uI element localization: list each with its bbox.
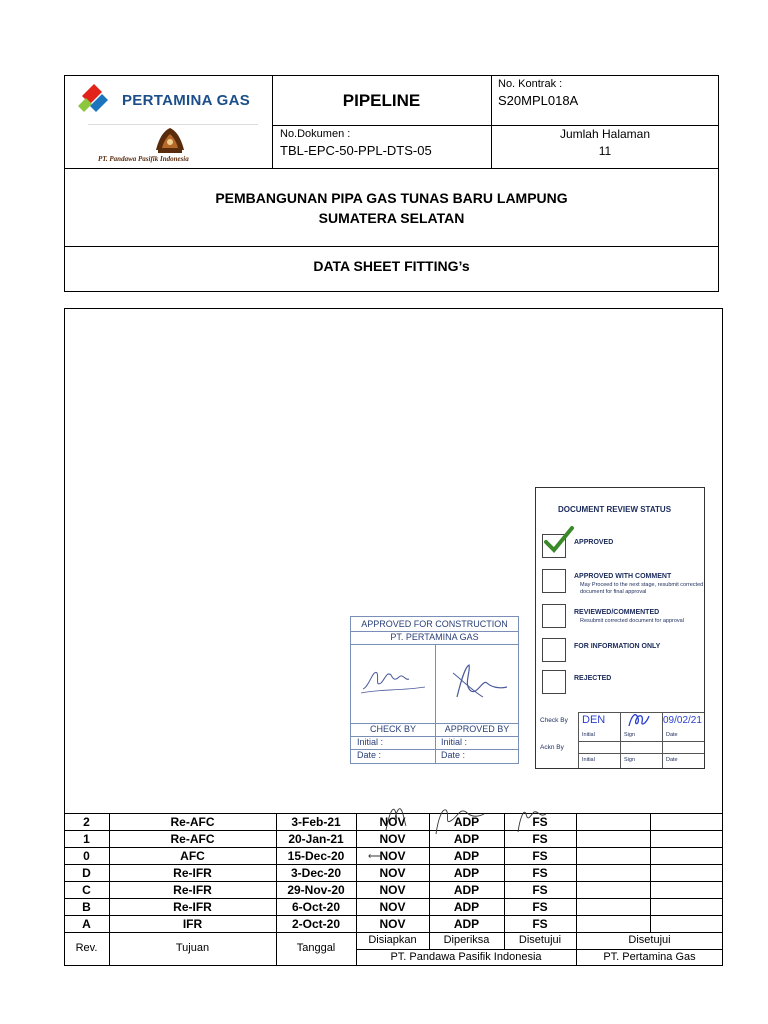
initial-label: Initial : bbox=[357, 737, 384, 747]
rev-purpose: Re-IFR bbox=[173, 900, 212, 914]
afc-stamp-company: PT. PERTAMINA GAS bbox=[390, 632, 479, 642]
table-row bbox=[64, 882, 723, 898]
date-label: Date : bbox=[441, 750, 466, 760]
header-divider bbox=[64, 246, 719, 247]
stamp-grid-line bbox=[620, 712, 621, 768]
col-header-prepared: Disiapkan bbox=[368, 934, 417, 946]
table-row bbox=[64, 865, 723, 881]
rev-checked: ADP bbox=[453, 849, 480, 863]
rev-code: D bbox=[82, 866, 91, 880]
document-title: DATA SHEET FITTING’s bbox=[313, 258, 470, 274]
company-name: PERTAMINA GAS bbox=[122, 92, 251, 109]
client-company: PT. Pertamina Gas bbox=[603, 951, 696, 963]
rev-date: 2-Oct-20 bbox=[291, 917, 341, 931]
review-checkbox bbox=[542, 604, 566, 628]
rev-approved: FS bbox=[532, 917, 548, 931]
review-stamp-title: DOCUMENT REVIEW STATUS bbox=[558, 505, 672, 514]
approved-by-signature bbox=[443, 661, 513, 701]
initial-label: Initial : bbox=[441, 737, 468, 747]
check-date: 09/02/21 bbox=[663, 715, 702, 726]
stamp-grid-line bbox=[578, 741, 704, 742]
approved-by-label: APPROVED BY bbox=[444, 724, 510, 734]
rev-prepared: NOV bbox=[379, 866, 406, 880]
rev-purpose: IFR bbox=[182, 917, 203, 931]
review-option-label: APPROVED bbox=[574, 539, 614, 546]
col-header-date: Tanggal bbox=[296, 942, 336, 954]
table-row bbox=[64, 899, 723, 915]
rev-approved: FS bbox=[532, 883, 548, 897]
check-by-signature bbox=[359, 659, 429, 699]
rev-checked: ADP bbox=[453, 866, 480, 880]
rev-approved: FS bbox=[532, 849, 548, 863]
check-by-label: CHECK BY bbox=[369, 724, 416, 734]
rev-checked: ADP bbox=[453, 917, 480, 931]
review-option-label: FOR INFORMATION ONLY bbox=[574, 643, 661, 650]
contractor-name: PT. Pandawa Pasifik Indonesia bbox=[98, 155, 189, 163]
check-by-label: Check By bbox=[540, 717, 568, 724]
review-status-stamp bbox=[535, 487, 705, 769]
grid-col-date: Date bbox=[666, 732, 678, 738]
review-option-label: REVIEWED/COMMENTED bbox=[574, 609, 660, 616]
table-row bbox=[64, 848, 723, 864]
rev-code: A bbox=[82, 917, 91, 931]
col-header-checked: Diperiksa bbox=[443, 934, 490, 946]
project-title-line2: SUMATERA SELATAN bbox=[318, 210, 465, 226]
revision-initials-signatures bbox=[380, 800, 560, 840]
rev-checked: ADP bbox=[453, 883, 480, 897]
doc-number: TBL-EPC-50-PPL-DTS-05 bbox=[280, 143, 432, 158]
rev-approved: FS bbox=[532, 900, 548, 914]
col-header-client-approved: Disetujui bbox=[628, 934, 671, 946]
rev-checked: ADP bbox=[453, 900, 480, 914]
page-count-label: Jumlah Halaman bbox=[559, 127, 651, 141]
doc-number-label: No.Dokumen : bbox=[280, 128, 351, 140]
approved-for-construction-stamp bbox=[350, 616, 519, 764]
pertamina-gas-logo bbox=[78, 84, 268, 116]
rev-prepared: NOV bbox=[379, 849, 406, 863]
contract-number: S20MPL018A bbox=[498, 93, 579, 108]
rev-prepared: NOV bbox=[379, 832, 406, 846]
rev-code: C bbox=[82, 883, 91, 897]
check-signature bbox=[626, 710, 652, 730]
discipline-title: PIPELINE bbox=[342, 91, 421, 110]
review-option-note: Resubmit corrected document for approval bbox=[580, 618, 684, 624]
rev-prepared: NOV bbox=[379, 815, 406, 829]
rev-purpose: Re-IFR bbox=[173, 866, 212, 880]
rev-date: 20-Jan-21 bbox=[288, 832, 344, 846]
page-count: 11 bbox=[598, 144, 612, 158]
rev-purpose: Re-AFC bbox=[170, 815, 215, 829]
col-header-rev: Rev. bbox=[75, 942, 98, 954]
rev-purpose: Re-IFR bbox=[173, 883, 212, 897]
rev-prepared: NOV bbox=[379, 883, 406, 897]
rev-approved: FS bbox=[532, 866, 548, 880]
rev-code: B bbox=[82, 900, 91, 914]
stamp-grid-line bbox=[578, 753, 704, 754]
date-label: Date : bbox=[357, 750, 382, 760]
review-option-label: APPROVED WITH COMMENT bbox=[574, 573, 672, 580]
rev-checked: ADP bbox=[453, 832, 480, 846]
pandawa-logo-icon bbox=[150, 126, 190, 156]
rev-date: 6-Oct-20 bbox=[291, 900, 341, 914]
check-initial: DEN bbox=[582, 714, 606, 726]
stamp-grid-line bbox=[578, 712, 579, 768]
contract-label: No. Kontrak : bbox=[498, 78, 563, 90]
rev-code: 1 bbox=[83, 832, 90, 846]
rev-date: 3-Feb-21 bbox=[291, 815, 341, 829]
grid-col-initial: Initial bbox=[582, 757, 595, 763]
review-option-note: May Proceed to the next stage, resubmit corrected document for final approval bbox=[580, 582, 704, 595]
rev-code: 0 bbox=[83, 849, 90, 863]
rev-approved: FS bbox=[532, 832, 548, 846]
rev-purpose: Re-AFC bbox=[170, 832, 215, 846]
grid-col-date: Date bbox=[666, 757, 678, 763]
col-header-purpose: Tujuan bbox=[175, 942, 210, 954]
review-option-label: REJECTED bbox=[574, 675, 612, 682]
logo-divider bbox=[88, 124, 258, 125]
rev-prepared: NOV bbox=[379, 917, 406, 931]
header-divider bbox=[64, 168, 719, 169]
afc-stamp-title: APPROVED FOR CONSTRUCTION bbox=[361, 619, 508, 629]
rev-checked: ADP bbox=[453, 815, 480, 829]
rev-date: 29-Nov-20 bbox=[287, 883, 345, 897]
review-checkbox bbox=[542, 638, 566, 662]
review-checkbox bbox=[542, 569, 566, 593]
rev-code: 2 bbox=[83, 815, 90, 829]
pertamina-logo-icon bbox=[78, 84, 122, 116]
header-divider bbox=[272, 75, 273, 168]
rev-purpose: AFC bbox=[180, 849, 205, 863]
col-header-approved: Disetujui bbox=[518, 934, 562, 946]
grid-col-sign: Sign bbox=[624, 757, 636, 763]
check-mark-icon bbox=[544, 526, 574, 554]
afc-grid-line bbox=[435, 644, 436, 764]
contractor-company: PT. Pandawa Pasifik Indonesia bbox=[390, 951, 542, 963]
acknowledged-by-label: Ackn By bbox=[540, 744, 564, 751]
rev-date: 15-Dec-20 bbox=[287, 849, 345, 863]
grid-col-initial: Initial bbox=[582, 732, 595, 738]
grid-col-sign: Sign bbox=[624, 732, 636, 738]
table-row bbox=[64, 916, 723, 932]
header-divider bbox=[272, 125, 719, 126]
rev-approved: FS bbox=[532, 815, 548, 829]
review-checkbox bbox=[542, 670, 566, 694]
rev-date: 3-Dec-20 bbox=[290, 866, 342, 880]
rev-prepared: NOV bbox=[379, 900, 406, 914]
arrow-mark-icon: ⟵ bbox=[368, 851, 381, 861]
project-title-line1: PEMBANGUNAN PIPA GAS TUNAS BARU LAMPUNG bbox=[215, 190, 568, 206]
